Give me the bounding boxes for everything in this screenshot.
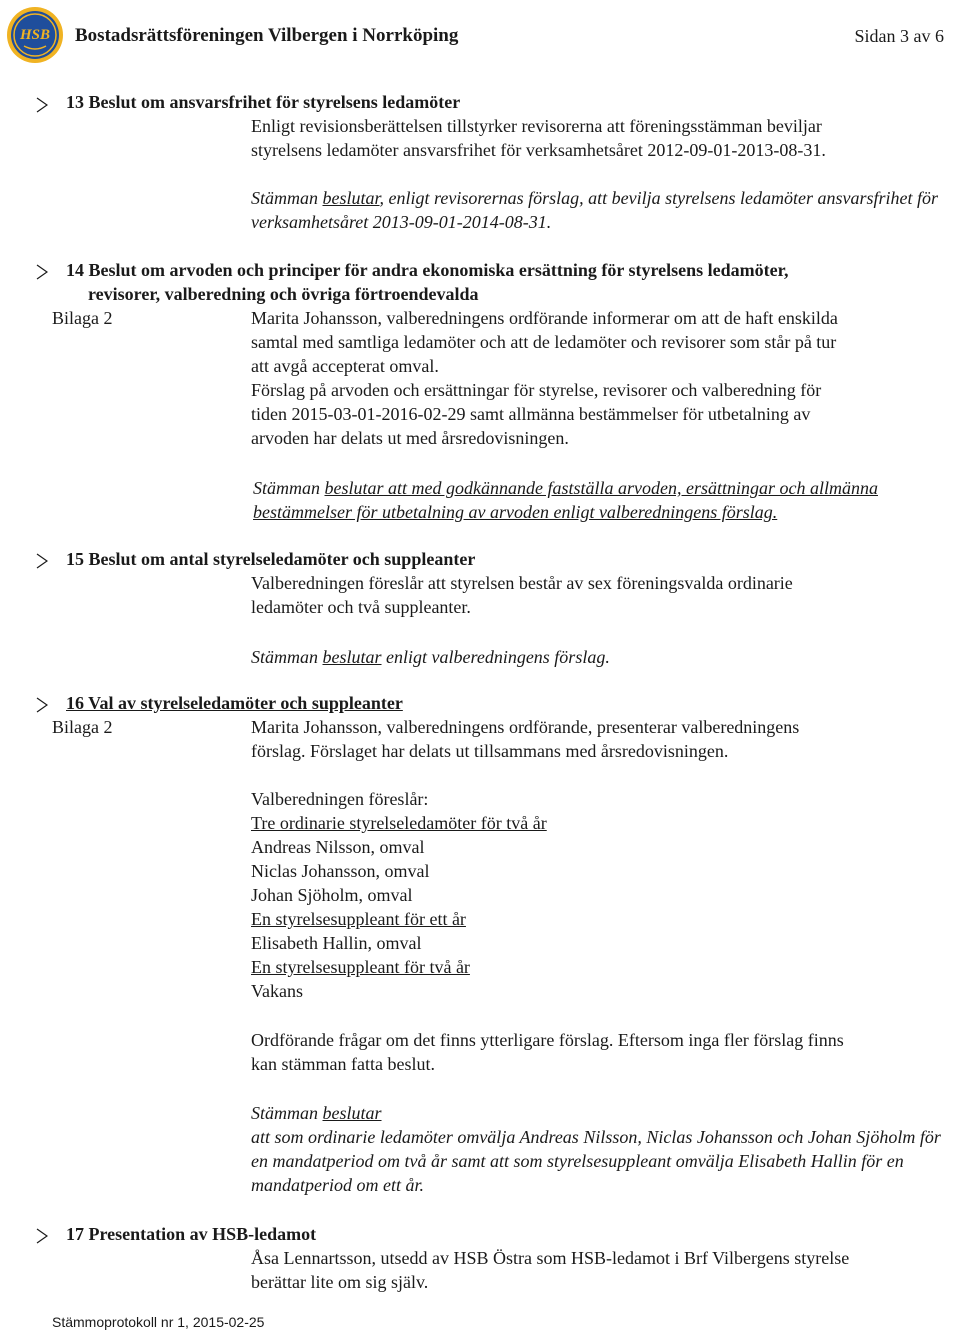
page-header [0,0,960,76]
section-16-text: kan stämman fatta beslut. [251,1054,435,1074]
svg-text:HSB: HSB [19,27,51,43]
page-footer: Stämmoprotokoll nr 1, 2015-02-25 [52,1314,265,1330]
candidate-group: En styrelsesuppleant för ett år [251,909,466,929]
section-16-decision: mandatperiod om ett år. [251,1175,424,1195]
section-14-text: Förslag på arvoden och ersättningar för styrelse, revisorer och valberedning för [251,380,822,400]
section-14-text: samtal med samtliga ledamöter och att de ledamöter och revisorer som står på tur [251,332,837,352]
decision-keyword: beslutar [322,188,380,208]
section-15-decision: Stämman beslutar enligt valberedningens förslag. [251,647,610,667]
section-14-heading: revisorer, valberedning och övriga förtroendevalda [88,284,479,304]
section-14-text: Marita Johansson, valberedningens ordförande informerar om att de haft enskilda [251,308,838,328]
section-17-text: berättar lite om sig själv. [251,1272,429,1292]
revision-mark-icon [36,697,48,713]
decision-keyword: beslutar [322,647,382,667]
section-14-decision: bestämmelser för utbetalning av arvoden enligt valberedningens förslag. [253,502,778,522]
section-17-heading: 17 Presentation av HSB-ledamot [66,1224,317,1244]
revision-mark-icon [36,1228,48,1244]
section-14-decision: Stämman beslutar att med godkännande fastställa arvoden, ersättningar och allmänna [253,478,878,498]
section-14-heading: 14 Beslut om arvoden och principer för andra ekonomiska ersättning för styrelsens ledamöter, [66,260,789,280]
section-16-decision: att som ordinarie ledamöter omvälja Andreas Nilsson, Niclas Johansson och Johan Sjöholm för [251,1127,941,1147]
candidate-name: Elisabeth Hallin, omval [251,933,422,953]
section-16-text: Ordförande frågar om det finns ytterligare förslag. Eftersom inga fler förslag finns [251,1030,844,1050]
page-number: Sidan 3 av 6 [854,26,944,46]
section-16-text: Valberedningen föreslår: [251,789,429,809]
section-13-decision: Stämman beslutar, enligt revisorernas förslag, att bevilja styrelsens ledamöter ansvarsfrihet för [251,188,938,208]
section-14-text: tiden 2015-03-01-2016-02-29 samt allmänna bestämmelser för utbetalning av [251,404,811,424]
section-16-heading: 16 Val av styrelseledamöter och suppleanter [66,693,403,713]
section-13-text: styrelsens ledamöter ansvarsfrihet för verksamhetsåret 2012-09-01-2013-08-31. [251,140,826,160]
section-13-heading: 13 Beslut om ansvarsfrihet för styrelsens ledamöter [66,92,461,112]
header-title: Bostadsrättsföreningen Vilbergen i Norrköping [75,25,459,46]
section-15-text: ledamöter och två suppleanter. [251,597,471,617]
candidate-name: Johan Sjöholm, omval [251,885,413,905]
decision-keyword: beslutar [324,478,384,498]
bilaga-label: Bilaga 2 [52,717,113,737]
section-15-heading: 15 Beslut om antal styrelseledamöter och suppleanter [66,549,476,569]
section-13-decision: verksamhetsåret 2013-09-01-2014-08-31. [251,212,552,232]
decision-keyword: beslutar [322,1103,382,1123]
section-17-text: Åsa Lennartsson, utsedd av HSB Östra som HSB-ledamot i Brf Vilbergens styrelse [251,1248,850,1268]
candidate-group: Tre ordinarie styrelseledamöter för två år [251,813,547,833]
candidate-name: Andreas Nilsson, omval [251,837,425,857]
candidate-name: Niclas Johansson, omval [251,861,430,881]
revision-mark-icon [36,264,48,280]
revision-mark-icon [36,97,48,113]
candidate-group: En styrelsesuppleant för två år [251,957,470,977]
hsb-logo [6,6,64,64]
section-15-text: Valberedningen föreslår att styrelsen består av sex föreningsvalda ordinarie [251,573,793,593]
section-14-text: arvoden har delats ut med årsredovisningen. [251,428,569,448]
section-16-text: Marita Johansson, valberedningens ordförande, presenterar valberedningens [251,717,800,737]
section-16-decision: en mandatperiod om två år samt att som styrelsesuppleant omvälja Elisabeth Hallin för en [251,1151,904,1171]
revision-mark-icon [36,553,48,569]
section-14-text: att avgå accepterat omval. [251,356,439,376]
candidate-name: Vakans [251,981,303,1001]
bilaga-label: Bilaga 2 [52,308,113,328]
section-13-text: Enligt revisionsberättelsen tillstyrker revisorerna att föreningsstämman beviljar [251,116,822,136]
section-16-text: förslag. Förslaget har delats ut tillsammans med årsredovisningen. [251,741,729,761]
section-16-decision: Stämman beslutar [251,1103,382,1123]
